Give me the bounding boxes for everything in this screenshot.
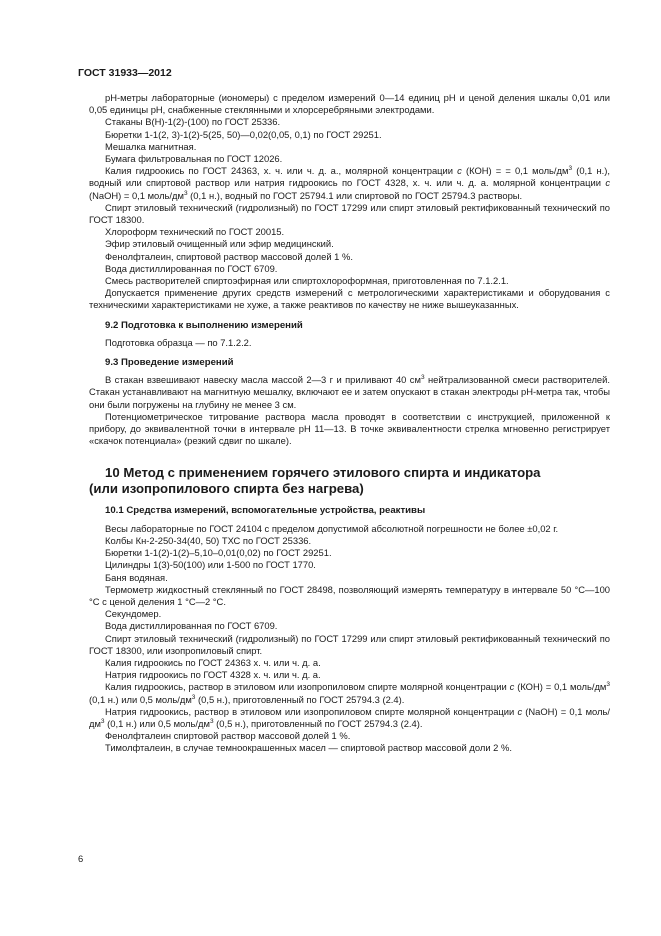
paragraph: Бумага фильтровальная по ГОСТ 12026. xyxy=(105,153,283,165)
paragraph: Колбы Кн-2-250-34(40, 50) ТХС по ГОСТ 25336. xyxy=(105,534,312,546)
paragraph: Подготовка образца — по 7.1.2.2. xyxy=(105,336,252,348)
paragraph: Спирт этиловый технический (гидролизный) по ГОСТ 17299 или спирт этиловый ректификованный технический по ГОСТ 18300, или изопропиловый спирт. xyxy=(89,632,610,656)
paragraph: Вода дистиллированная по ГОСТ 6709. xyxy=(105,262,278,274)
paragraph: Натрия гидроокись по ГОСТ 4328 х. ч. или ч. д. а. xyxy=(105,669,321,681)
document-header: ГОСТ 31933—2012 xyxy=(78,67,172,79)
paragraph: Потенциометрическое титрование раствора масла проводят в соответствии с инструкцией, приложенной к прибору, до эквивалентной точки в интервале рН 11—13. В точке эквивалентности стрелка мгновенно регистрирует «скачок потенциала» (резкий сдвиг по шкале). xyxy=(89,410,610,447)
paragraph: Мешалка магнитная. xyxy=(105,140,197,152)
section-heading-10-1: 10.1 Средства измерений, вспомогательные устройства, реактивы xyxy=(105,505,426,517)
section-heading-9-3: 9.3 Проведение измерений xyxy=(105,357,234,369)
paragraph: рН-метры лабораторные (иономеры) с пределом измерений 0—14 единиц рН и ценой деления шкалы 0,01 или 0,05 единицы рН, снабженные стеклянными и хлорсеребряными электродами. xyxy=(89,92,610,116)
paragraph: Вода дистиллированная по ГОСТ 6709. xyxy=(105,620,278,632)
paragraph: Бюретки 1-1(2, 3)-1(2)-5(25, 50)—0,02(0,05, 0,1) по ГОСТ 29251. xyxy=(105,128,382,140)
paragraph: Секундомер. xyxy=(105,608,162,620)
paragraph: Бюретки 1-1(2)-1(2)–5,10–0,01(0,02) по ГОСТ 29251. xyxy=(105,547,332,559)
paragraph: В стакан взвешивают навеску масла массой 2—3 г и приливают 40 $см^3$ нейтрализованной смеси растворителей. Стакан устанавливают на магнитную мешалку, включают ее и затем опускают в стакан электроды рН-метра так, чтобы они были погружены на глубину не менее 3 см. xyxy=(89,374,610,410)
paragraph: Смесь растворителей спиртоэфирная или спиртохлороформная, приготовленная по 7.1.2.1. xyxy=(105,275,509,287)
paragraph: Фенолфталеин спиртовой раствор массовой долей 1 %. xyxy=(105,730,351,742)
paragraph-naoh-alcohol: Натрия гидроокись, раствор в этиловом или изопропиловом спирте молярной концентрации c (NaOH) = 0,1 моль/$дм^3$ (0,1 н.) или 0,5 моль/$дм^3$ (0,5 н.), приготовленный по ГОСТ 25794.3 (2.4). xyxy=(89,705,610,729)
paragraph: Тимолфталеин, в случае темноокрашенных масел — спиртовой раствор массовой доли 2 %. xyxy=(105,742,512,754)
paragraph: Баня водяная. xyxy=(105,571,168,583)
paragraph: Допускается применение других средств измерений с метрологическими характеристиками и оборудования с техническими характеристиками не хуже, а также реактивов по качеству не ниже вышеуказанных. xyxy=(89,287,610,311)
page-number: 6 xyxy=(78,853,84,864)
paragraph: Фенолфталеин, спиртовой раствор массовой долей 1 %. xyxy=(105,250,353,262)
page-body xyxy=(89,92,610,755)
paragraph: Весы лабораторные по ГОСТ 24104 с пределом допустимой абсолютной погрешности не более ±0,02 г. xyxy=(105,522,559,534)
paragraph: Эфир этиловый очищенный или эфир медицинский. xyxy=(105,238,334,250)
section-heading-10: 10 Метод с применением горячего этилового спирта и индикатора (или изопропилового спирта без нагрева) xyxy=(89,465,541,497)
paragraph: Стаканы В(Н)-1(2)-(100) по ГОСТ 25336. xyxy=(105,116,281,128)
paragraph: Хлороформ технический по ГОСТ 20015. xyxy=(105,226,285,238)
paragraph-koh: Калия гидроокись по ГОСТ 24363, х. ч. или ч. д. а., молярной концентрации c (КОН) = = 0,1 моль/$дм^3$ (0,1 н.), водный или спиртовой раствор или натрия гидроокись по ГОСТ 4328, х. ч. или ч. д. а. молярной концентрации c (NaOH) = 0,1 моль/$дм^3$ (0,1 н.), водный по ГОСТ 25794.1 или спиртовой по ГОСТ 25794.3 растворы. xyxy=(89,165,610,201)
paragraph: Калия гидроокись по ГОСТ 24363 х. ч. или ч. д. а. xyxy=(105,656,321,668)
section-heading-9-2: 9.2 Подготовка к выполнению измерений xyxy=(105,319,303,331)
paragraph: Термометр жидкостный стеклянный по ГОСТ 28498, позволяющий измерять температуру в интервале 50 °С—100 °С с ценой деления 1 °С—2 °С. xyxy=(89,583,610,607)
paragraph: Спирт этиловый технический (гидролизный) по ГОСТ 17299 или спирт этиловый ректификованный технический по ГОСТ 18300. xyxy=(89,201,610,226)
paragraph: Цилиндры 1(3)-50(100) или 1-500 по ГОСТ 1770. xyxy=(105,559,316,571)
paragraph-koh-alcohol: Калия гидроокись, раствор в этиловом или изопропиловом спирте молярной концентрации c (КОН) = 0,1 моль/$дм^3$ (0,1 н.) или 0,5 моль/$дм^3$ (0,5 н.), приготовленный по ГОСТ 25794.3 (2.4). xyxy=(89,681,610,705)
